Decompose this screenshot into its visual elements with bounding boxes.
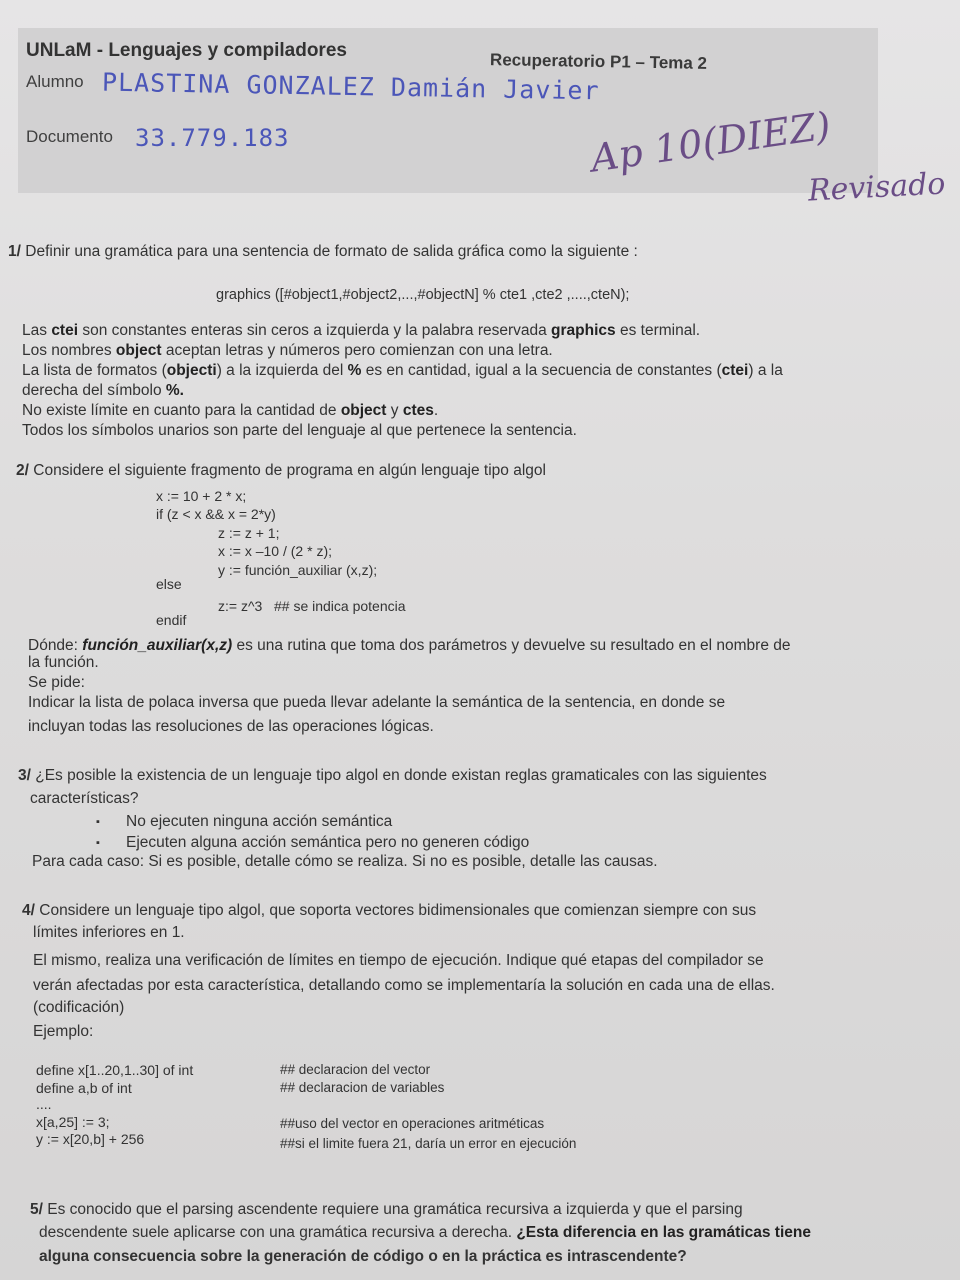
q1-number: 1/ xyxy=(8,243,21,260)
q2-code-line: if (z < x && x = 2*y) xyxy=(156,506,276,522)
q3-bullet-2: ▪ Ejecuten alguna acción semántica pero no generen código xyxy=(126,833,529,853)
q2-code-line: x := x –10 / (2 * z); xyxy=(218,543,332,559)
q2-donde-cont: la función. xyxy=(28,654,99,671)
q2-code-line: z := z + 1; xyxy=(218,525,280,541)
q4-ejemplo: Ejemplo: xyxy=(33,1023,94,1040)
q4-code-line: define x[1..20,1..30] of int xyxy=(36,1062,194,1078)
q2-sepide: Se pide: xyxy=(28,674,85,691)
q2-donde: Dónde: función_auxiliar(x,z) es una rutina que toma dos parámetros y devuelve su resultado en el nombre de xyxy=(28,637,791,654)
q2-code-line: y := función_auxiliar (x,z); xyxy=(218,562,378,578)
q1-line1: Las ctei son constantes enteras sin ceros a izquierda y la palabra reservada graphics es terminal. xyxy=(22,322,701,339)
q4-line5: (codificación) xyxy=(33,999,125,1016)
q1-line6: Todos los símbolos unarios son parte del lenguaje al que pertenece la sentencia. xyxy=(22,422,577,439)
q3-statement-cont: características? xyxy=(30,790,139,807)
q2-text: Considere el siguiente fragmento de programa en algún lenguaje tipo algol xyxy=(33,462,546,479)
q1-statement xyxy=(8,242,638,262)
q4-code-comment: ## declaracion de variables xyxy=(280,1080,445,1095)
q2-code-line: x := 10 + 2 * x; xyxy=(156,488,247,504)
q4-code-comment: ##uso del vector en operaciones aritméticas xyxy=(280,1116,545,1131)
q4-code-line: y := x[20,b] + 256 xyxy=(36,1131,145,1147)
q4-code-line: .... xyxy=(36,1096,52,1112)
q4-text: Considere un lenguaje tipo algol, que soporta vectores bidimensionales que comienzan siempre con sus xyxy=(39,902,757,919)
q3-text: ¿Es posible la existencia de un lenguaje tipo algol en donde existan reglas gramaticales con las siguientes xyxy=(35,767,767,784)
q4-line2: límites inferiores en 1. xyxy=(33,924,185,941)
q1-example: graphics ([#object1,#object2,...,#objectN] % cte1 ,cte2 ,....,cteN); xyxy=(216,287,630,303)
alumno-handwritten: PLASTINA GONZALEZ Damián Javier xyxy=(101,67,600,106)
q2-pide-line2: incluyan todas las resoluciones de las operaciones lógicas. xyxy=(28,718,434,735)
q2-code-line: z:= z^3 ## se indica potencia xyxy=(218,598,406,614)
q5-text: Es conocido que el parsing ascendente requiere una gramática recursiva a izquierda y que el parsing xyxy=(47,1201,743,1218)
alumno-label: Alumno xyxy=(26,72,84,91)
q4-code-comment: ## declaracion del vector xyxy=(280,1062,431,1077)
q1-text: Definir una gramática para una sentencia de formato de salida gráfica como la siguiente : xyxy=(25,243,638,260)
q3-closing: Para cada caso: Si es posible, detalle cómo se realiza. Si no es posible, detalle las causas. xyxy=(32,853,658,870)
q2-number: 2/ xyxy=(16,462,29,479)
q1-line3: La lista de formatos (objecti) a la izquierda del % es en cantidad, igual a la secuencia de constantes (ctei) a la xyxy=(22,362,783,379)
q1-line2: Los nombres object aceptan letras y números pero comienzan con una letra. xyxy=(22,342,553,359)
exam-title: Recuperatorio P1 – Tema 2 xyxy=(489,50,708,73)
q1-line5: No existe límite en cuanto para la cantidad de object y ctes. xyxy=(22,402,439,419)
q4-line4: verán afectadas por esta característica, detallando como se implementaría la solución en cada una de ellas. xyxy=(33,977,775,994)
course-title: UNLaM - Lenguajes y compiladores xyxy=(26,40,347,61)
q3-number: 3/ xyxy=(18,767,31,784)
q2-code-line: else xyxy=(156,576,182,592)
q4-code-comment: ##si el limite fuera 21, daría un error en ejecución xyxy=(280,1136,577,1151)
q2-pide-line1: Indicar la lista de polaca inversa que pueda llevar adelante la semántica de la sentencia, en donde se xyxy=(28,694,726,711)
q4-statement xyxy=(22,901,756,921)
q4-code-line: define a,b of int xyxy=(36,1080,132,1096)
q5-line3: alguna consecuencia sobre la generación de código o en la práctica es intrascendente? xyxy=(39,1248,687,1265)
documento-label: Documento xyxy=(26,127,113,146)
q3-bullet-1: ▪ No ejecuten ninguna acción semántica xyxy=(126,812,392,832)
grade-handwritten: Ap 10(DIEZ) xyxy=(588,103,834,181)
q4-number: 4/ xyxy=(22,902,35,919)
q4-code-line: x[a,25] := 3; xyxy=(36,1114,110,1130)
documento-handwritten: 33.779.183 xyxy=(135,124,290,152)
q5-line2: descendente suele aplicarse con una gramática recursiva a derecha. ¿Esta diferencia en las gramáticas tiene xyxy=(39,1224,811,1241)
q1-line4: derecha del símbolo %. xyxy=(22,382,184,399)
revisado-handwritten: Revisado xyxy=(807,166,947,209)
q3-statement xyxy=(18,766,767,786)
q2-code-line: endif xyxy=(156,612,187,628)
q4-line3: El mismo, realiza una verificación de límites en tiempo de ejecución. Indique qué etapas del compilador se xyxy=(33,952,764,969)
q5-number: 5/ xyxy=(30,1201,43,1218)
q2-statement xyxy=(16,461,546,481)
q5-statement xyxy=(30,1200,743,1220)
